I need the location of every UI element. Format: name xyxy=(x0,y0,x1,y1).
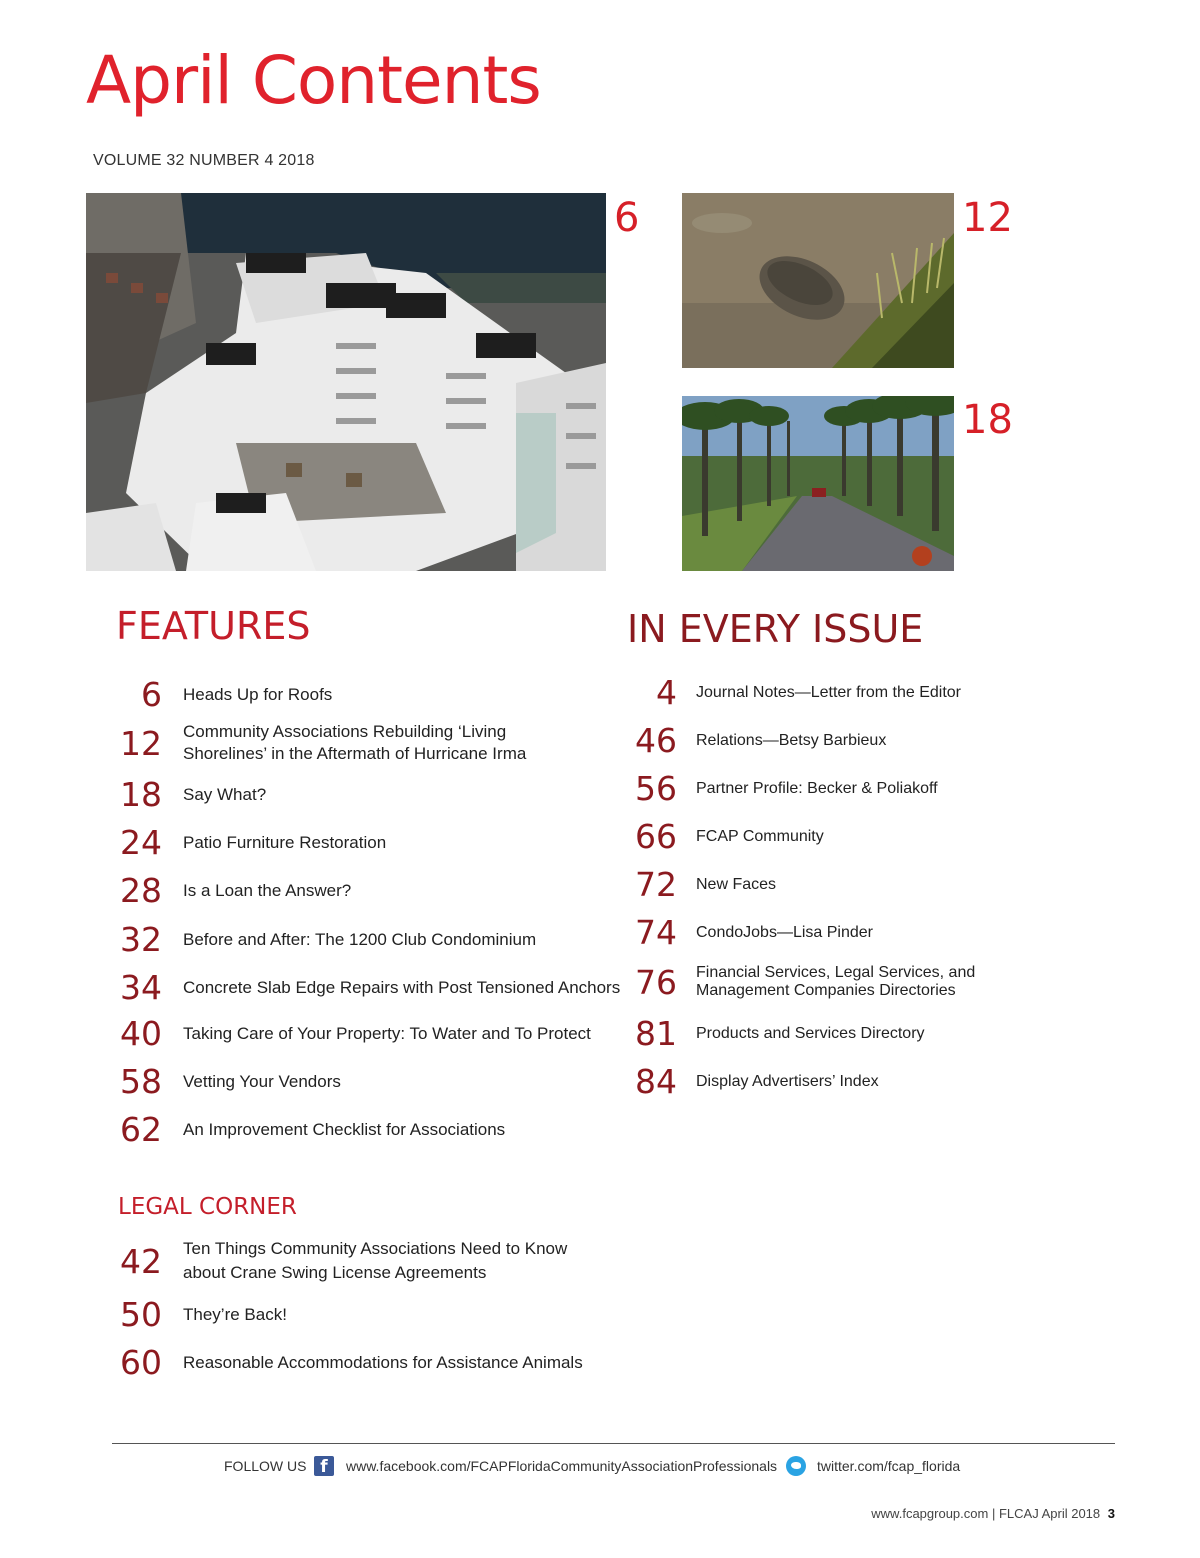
article-title: Community Associations Rebuilding ‘Living Shorelines’ in the Aftermath of Hurricane Irma xyxy=(183,722,527,763)
page-title: April Contents xyxy=(86,42,541,119)
page-number: 62 xyxy=(120,1110,162,1149)
folio-separator: | xyxy=(991,1506,999,1521)
article-title: New Faces xyxy=(696,875,777,893)
page-number: 72 xyxy=(635,865,677,904)
page-number: 24 xyxy=(120,823,162,862)
road-photo-page-number: 18 xyxy=(962,397,1013,443)
article-title: Before and After: The 1200 Club Condominium xyxy=(183,929,537,949)
legal-item[interactable] xyxy=(0,1343,583,1382)
page-number: 58 xyxy=(120,1062,162,1101)
twitter-icon[interactable] xyxy=(786,1456,806,1476)
every-issue-heading: IN EVERY ISSUE xyxy=(627,607,924,651)
every-issue-item[interactable] xyxy=(0,673,962,714)
page-number: 74 xyxy=(635,913,677,952)
article-title: Say What? xyxy=(183,784,267,804)
article-title: An Improvement Checklist for Associations xyxy=(183,1119,506,1139)
article-title: Is a Loan the Answer? xyxy=(183,880,352,900)
page-number: 18 xyxy=(120,775,162,814)
publication-date: FLCAJ April 2018 xyxy=(998,1506,1101,1521)
article-title: Reasonable Accommodations for Assistance Animals xyxy=(183,1352,583,1372)
condo-aerial-photo xyxy=(86,193,606,571)
every-issue-item[interactable] xyxy=(0,721,887,760)
manatee-photo-page-number: 12 xyxy=(962,195,1013,241)
article-title: Ten Things Community Associations Need to Know about Crane Swing License Agreements xyxy=(183,1239,568,1282)
footer-divider xyxy=(112,1443,1115,1444)
site-url[interactable]: www.fcapgroup.com xyxy=(871,1506,989,1521)
article-title: Display Advertisers’ Index xyxy=(696,1072,879,1090)
page-number: 34 xyxy=(120,968,162,1007)
every-issue-item[interactable] xyxy=(0,964,976,1000)
page-number: 76 xyxy=(635,962,677,1002)
page-number: 42 xyxy=(120,1241,162,1281)
page-number: 32 xyxy=(120,920,162,959)
article-title: CondoJobs—Lisa Pinder xyxy=(696,923,873,941)
every-issue-item[interactable] xyxy=(0,769,938,808)
page-number-folio: 3 xyxy=(1107,1506,1115,1521)
article-title: Journal Notes—Letter from the Editor xyxy=(696,683,962,701)
article-title: Heads Up for Roofs xyxy=(183,684,333,704)
page-number: 40 xyxy=(120,1014,162,1053)
article-title: Concrete Slab Edge Repairs with Post Tensioned Anchors xyxy=(183,977,621,997)
page-number: 84 xyxy=(635,1062,677,1101)
facebook-icon[interactable]: f xyxy=(314,1456,334,1476)
page-number: 46 xyxy=(635,721,677,760)
every-issue-item[interactable] xyxy=(0,1014,925,1053)
page-number: 50 xyxy=(120,1295,162,1334)
article-title: Products and Services Directory xyxy=(696,1024,925,1042)
every-issue-item[interactable] xyxy=(0,865,777,904)
article-title: Patio Furniture Restoration xyxy=(183,832,387,852)
features-heading: FEATURES xyxy=(116,604,311,648)
every-issue-item[interactable] xyxy=(0,817,824,856)
article-title: Relations—Betsy Barbieux xyxy=(696,731,887,749)
article-title: FCAP Community xyxy=(696,827,824,845)
page-number: 4 xyxy=(656,673,677,712)
follow-us-label: FOLLOW US xyxy=(224,1458,307,1474)
manatee-photo xyxy=(682,193,954,368)
page-number: 28 xyxy=(120,871,162,910)
article-title: They’re Back! xyxy=(183,1304,287,1324)
page-number: 6 xyxy=(141,675,162,714)
article-title: Financial Services, Legal Services, and Management Companies Directories xyxy=(696,964,976,999)
volume-line: VOLUME 32 NUMBER 4 2018 xyxy=(93,152,315,169)
facebook-link[interactable]: www.facebook.com/FCAPFloridaCommunityAssociationProfessionals xyxy=(346,1458,778,1474)
page-folio xyxy=(871,1506,1115,1521)
page-number: 12 xyxy=(120,723,162,763)
main-photo-page-number: 6 xyxy=(614,195,640,241)
social-links-row xyxy=(0,1456,1200,1478)
legal-item[interactable] xyxy=(0,1237,583,1285)
palm-road-photo xyxy=(682,396,954,571)
every-issue-item[interactable] xyxy=(0,913,873,952)
page-number: 81 xyxy=(635,1014,677,1053)
article-title: Partner Profile: Becker & Poliakoff xyxy=(696,779,938,797)
features-item[interactable] xyxy=(0,1110,506,1149)
page-number: 60 xyxy=(120,1343,162,1382)
article-title: Vetting Your Vendors xyxy=(183,1071,341,1091)
article-title: Taking Care of Your Property: To Water and To Protect xyxy=(183,1023,591,1043)
page-number: 66 xyxy=(635,817,677,856)
page-number: 56 xyxy=(635,769,677,808)
legal-corner-heading: LEGAL CORNER xyxy=(118,1194,297,1220)
legal-item[interactable] xyxy=(0,1295,287,1334)
twitter-link[interactable]: twitter.com/fcap_florida xyxy=(817,1458,961,1474)
every-issue-item[interactable] xyxy=(0,1062,879,1101)
